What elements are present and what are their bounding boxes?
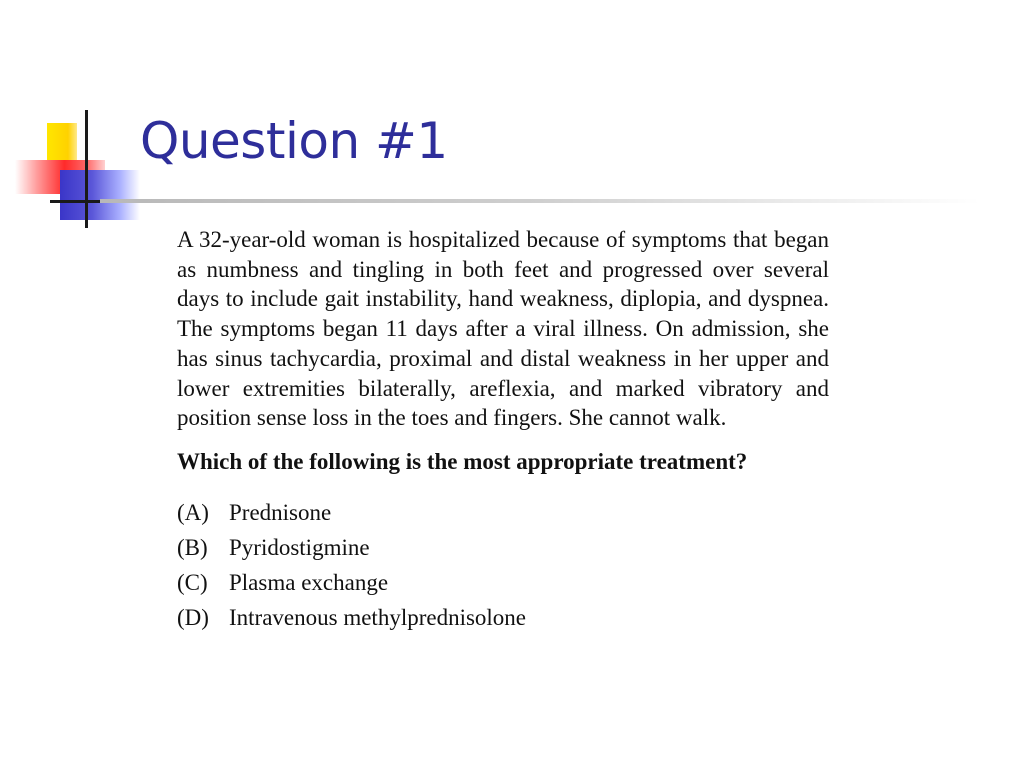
blue-square-decoration: [60, 170, 140, 220]
question-stem: A 32-year-old woman is hospitalized because of symptoms that began as numbness and tingling in both feet and progressed over several days to include gait instability, hand weakness, diplopia, and dyspnea. The symptoms began 11 days after a viral illness. On admission, she has sinus tachycardia, proximal and distal weakness in her upper and lower extremities bilaterally, areflexia, and marked vibratory and position sense loss in the toes and fingers. She cannot walk.: [177, 227, 829, 431]
answer-option-a: [177, 495, 829, 530]
option-letter: (B): [177, 534, 208, 560]
question-prompt: Which of the following is the most appropriate treatment?: [177, 448, 748, 474]
option-letter: (C): [177, 569, 208, 595]
title-underline: [100, 199, 980, 203]
option-letter: (A): [177, 499, 209, 525]
corner-decoration: [0, 0, 160, 240]
answer-option-b: [177, 530, 829, 565]
option-text: Plasma exchange: [229, 569, 389, 595]
option-text: Prednisone: [229, 499, 332, 525]
answer-options: [177, 495, 829, 635]
option-text: Pyridostigmine: [229, 534, 370, 560]
option-text: Intravenous methylprednisolone: [229, 604, 527, 630]
question-block: [177, 225, 829, 635]
vertical-line-decoration: [85, 110, 88, 228]
answer-option-c: [177, 565, 829, 600]
slide-title: Question #1: [140, 112, 448, 170]
option-letter: (D): [177, 604, 209, 630]
answer-option-d: [177, 600, 829, 635]
